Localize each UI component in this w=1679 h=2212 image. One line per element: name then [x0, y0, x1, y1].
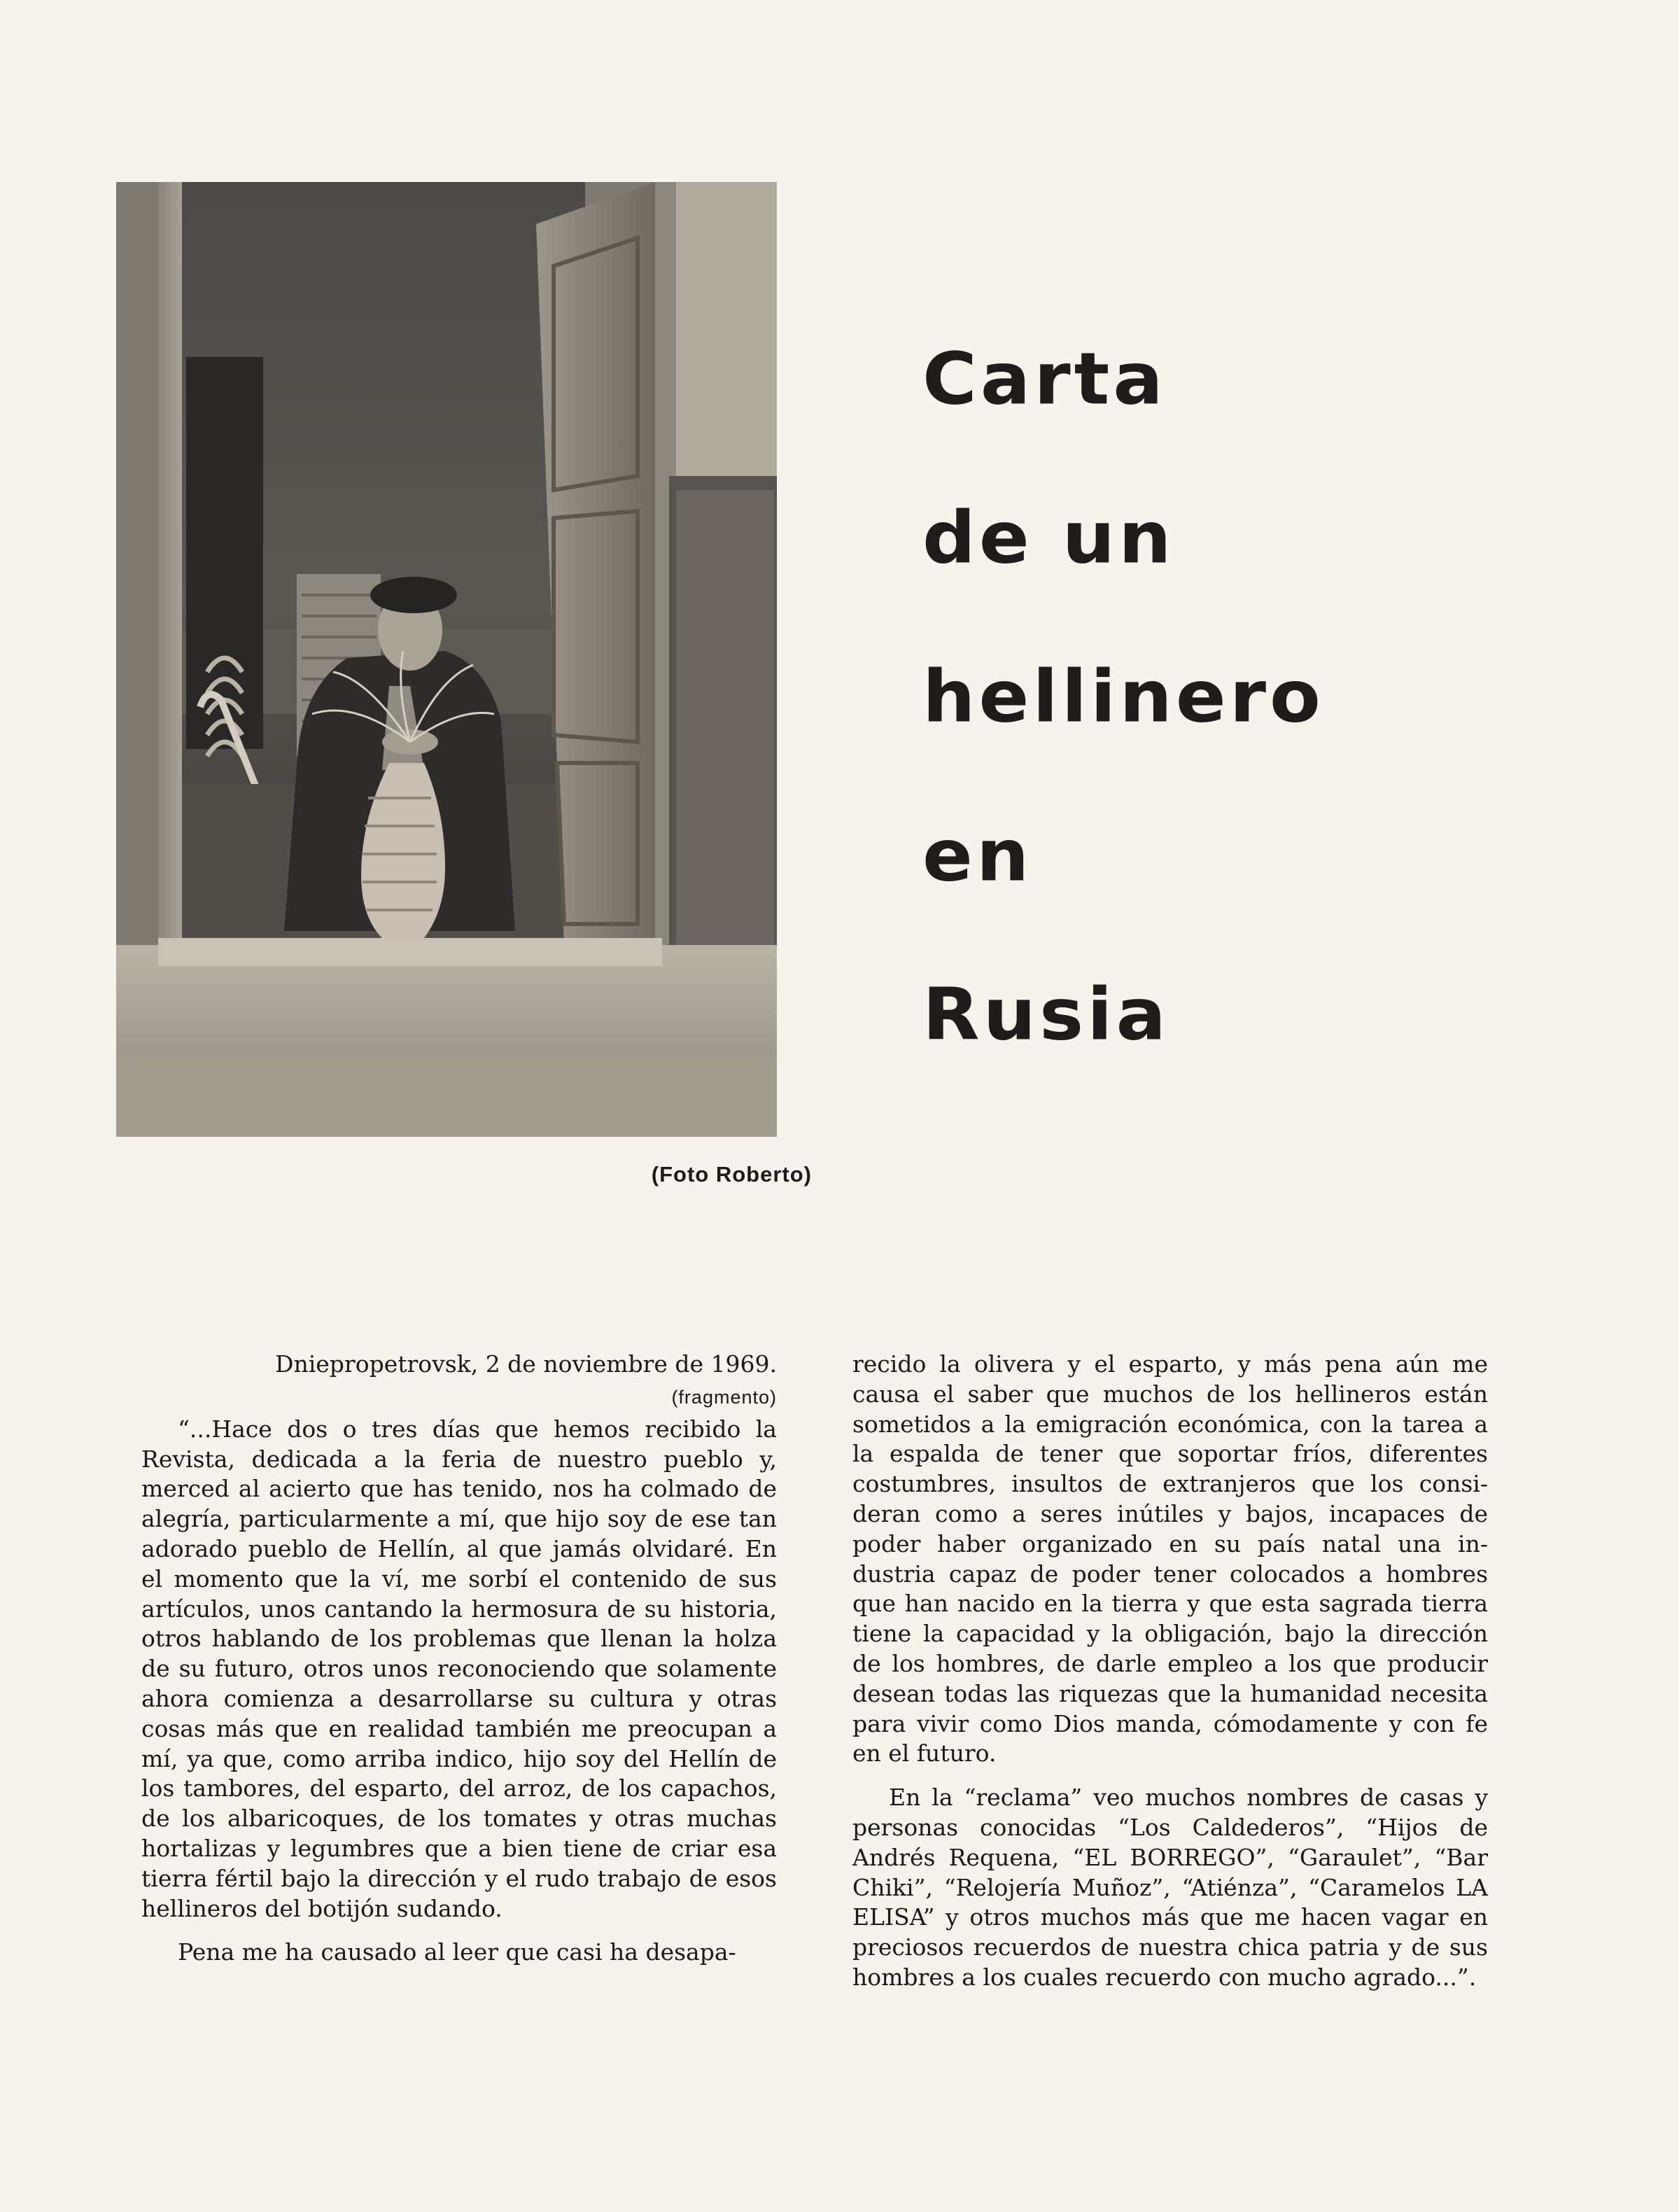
- title-line-2: de un: [922, 496, 1175, 580]
- title-line-5: Rusia: [922, 972, 1170, 1056]
- paragraph: “...Hace dos o tres días que hemos recibido la Revista, dedicada a la feria de nuestro pueblo y, merced al acierto que has tenido, nos ha colmado de alegría, particularmente a mí, que hijo soy de ese tan adorado pueblo de Hellín, al que jamás olvidaré. En el momento que la ví, me sorbí el contenido de sus artículos, unos cantando la hermosura de su historia, otros hablando de los problemas que llenan la holza de su futuro, otros unos reconociendo que solamente ahora comienza a desarrollarse su cultura y otras cosas más que en realidad también me preocupan a mí, ya que, como arriba indico, hijo soy del Hellín de los tambores, del esparto, del arroz, de los capachos, de los albaricoques, de los tomates y otras muchas hortalizas y legumbres que a bien tiene de criar esa tierra fértil bajo la dirección y el rudo trabajo de esos hellineros del botijón sudando.: [141, 1415, 777, 1922]
- dateline: Dniepropetrovsk, 2 de noviembre de 1969.: [275, 1350, 777, 1378]
- photo: [116, 182, 777, 1137]
- photo-caption: (Foto Roberto): [651, 1162, 812, 1186]
- article-title: [922, 337, 1552, 1138]
- paragraph: recido la olivera y el esparto, y más pena aún me causa el saber que muchos de los hellineros están sometidos a la emigración económica, con la tarea a la espalda de tener que soportar fríos, diferentes costumbres, insultos de extranjeros que los consideran como a seres inútiles y bajos, incapaces de poder haber organizado en su país natal una industria capaz de poder tener colocados a hombres que han nacido en la tierra y que esta sagrada tierra tiene la capacidad y la obligación, bajo la dirección de los hombres, de darle empleo a los que producir desean todas las riquezas que la humanidad necesita para vivir como Dios manda, cómodamente y con fe en el futuro.: [852, 1350, 1488, 1768]
- left-column: [141, 1350, 777, 1968]
- right-column: [852, 1350, 1488, 1993]
- photo-image: [116, 182, 777, 1137]
- title-line-4: en: [922, 813, 1033, 897]
- paragraph: Pena me ha causado al leer que casi ha desapa-: [178, 1938, 736, 1966]
- title-line-1: Carta: [922, 337, 1167, 421]
- fragment-note: (fragmento): [671, 1386, 777, 1408]
- title-line-3: hellinero: [922, 654, 1324, 738]
- paragraph: En la “reclama” veo muchos nombres de casas y personas conocidas “Los Caldederos”, “Hijos de Andrés Requena, “EL BORREGO”, “Garaulet”, “Bar Chiki”, “Relojería Muñoz”, “Atiénza”, “Caramelos LA ELISA” y otros muchos más que me hacen vagar en preciosos recuerdos de nuestra chica patria y de sus hombres a los cuales recuerdo con mucho agrado...”.: [852, 1784, 1488, 1991]
